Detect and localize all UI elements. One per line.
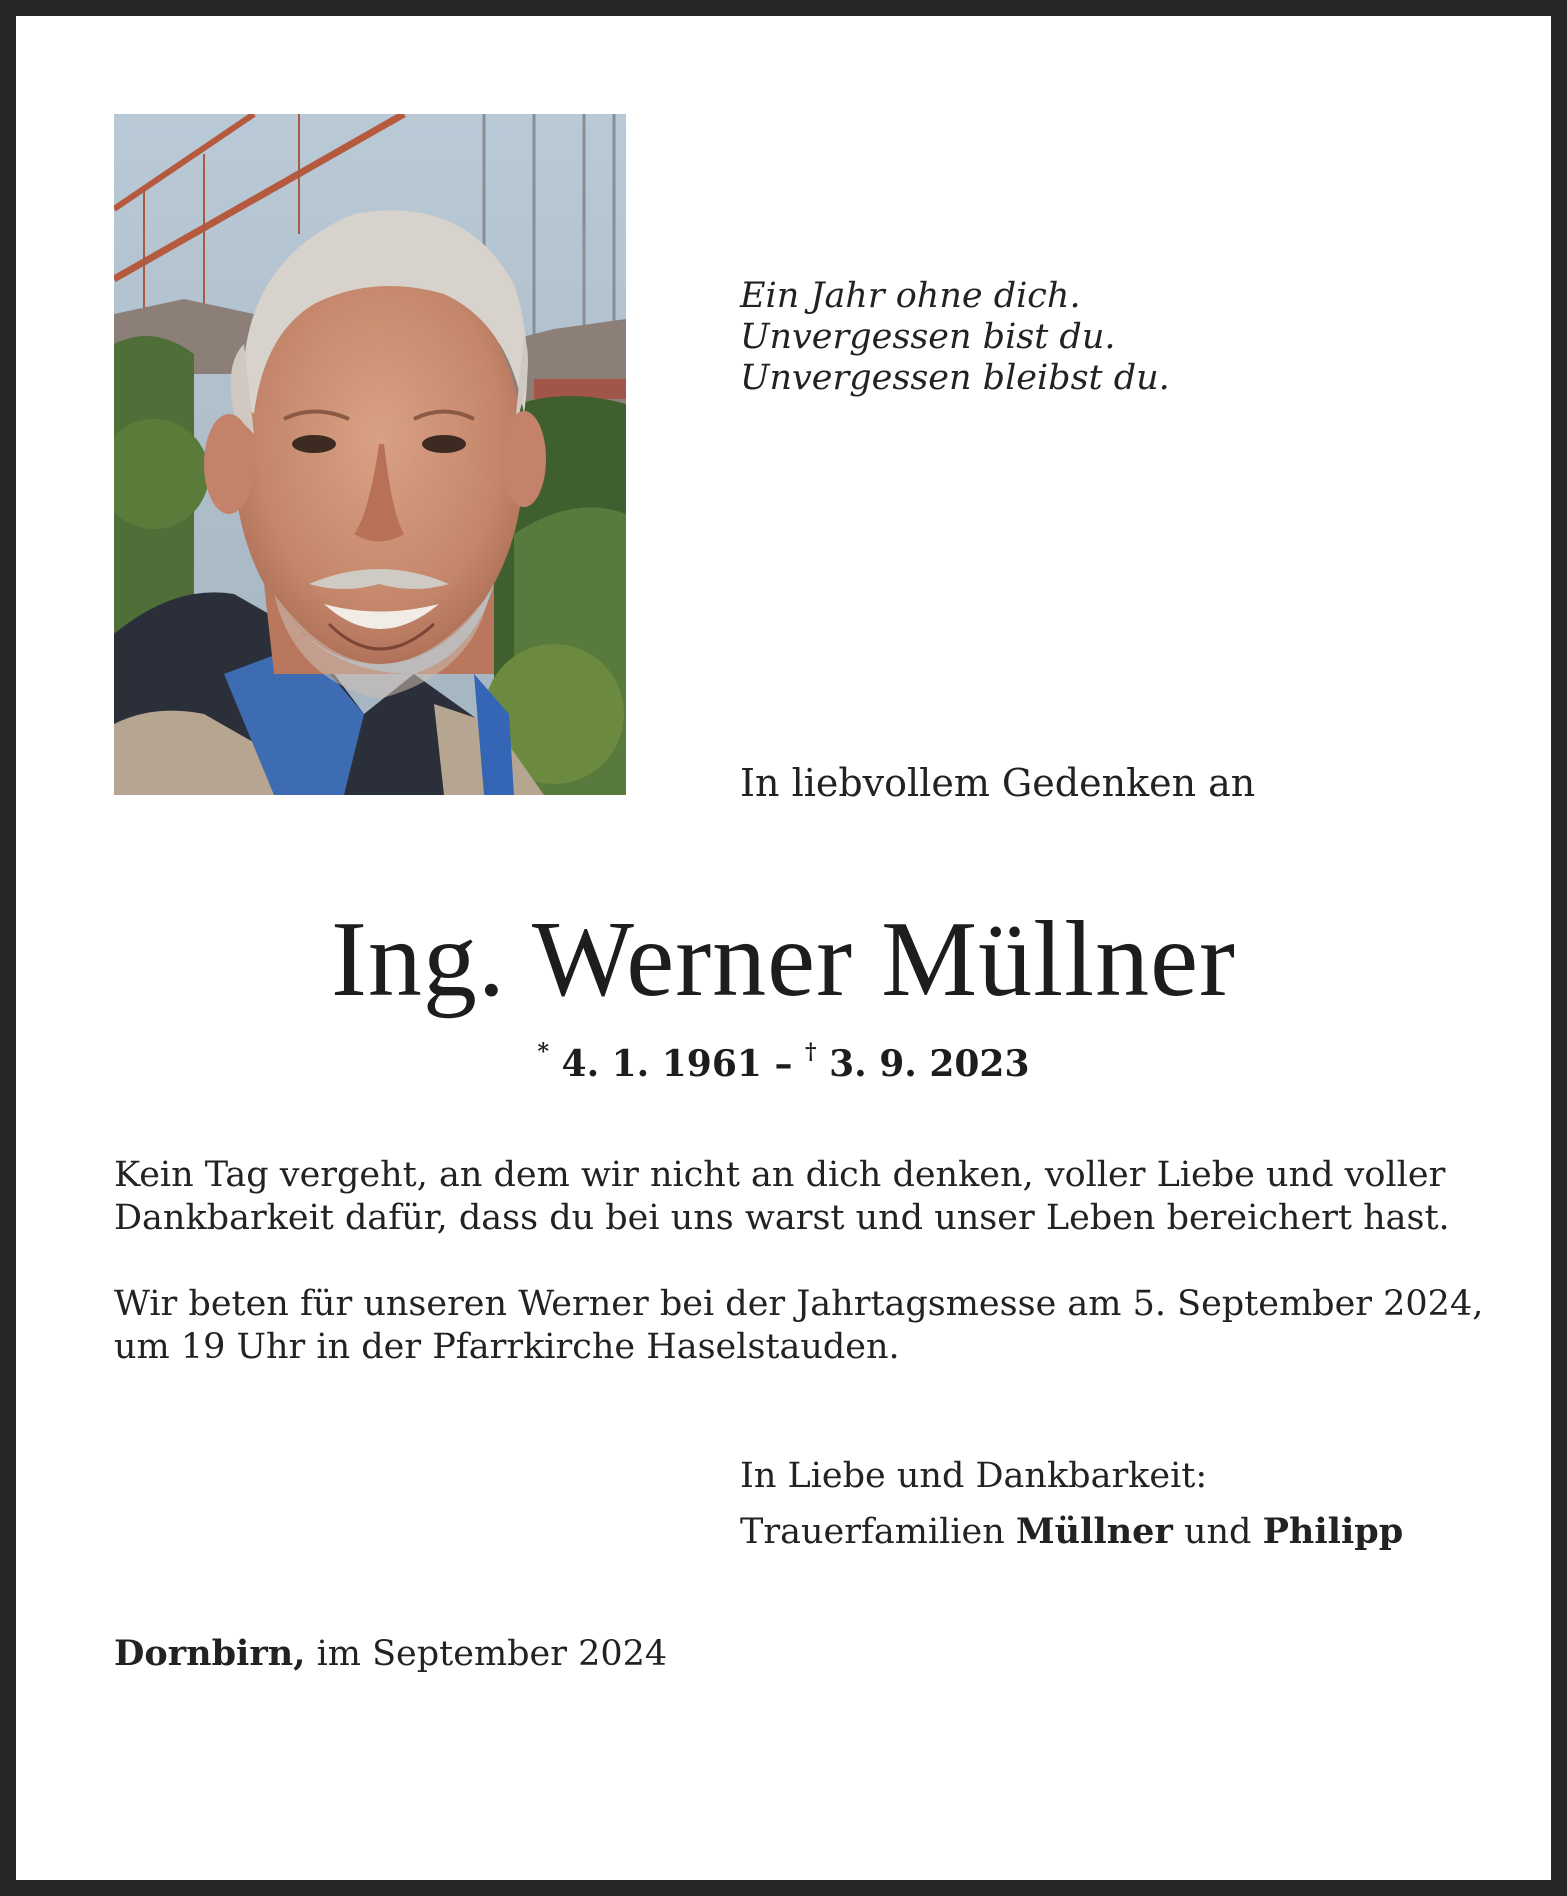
life-dates [0, 1032, 1567, 1088]
family-name-philipp: Philipp [1262, 1511, 1404, 1552]
memorial-poem [740, 276, 1170, 399]
mass-announcement [114, 1283, 1484, 1369]
memorial-intro: In liebvollem Gedenken an [740, 761, 1256, 805]
deceased-name: Ing. Werner Müllner [330, 900, 1237, 1019]
closing-line: In Liebe und Dankbarkeit: [740, 1456, 1208, 1496]
place-and-date [114, 1630, 667, 1678]
birth-date: 4. 1. 1961 [561, 1043, 762, 1085]
birth-symbol: * [537, 1039, 549, 1065]
poem-line-2: Unvergessen bist du. [740, 317, 1116, 357]
families-line [740, 1504, 1403, 1560]
remembrance-line-2: Dankbarkeit dafür, dass du bei uns warst und unser Leben bereichert hast. [114, 1198, 1450, 1238]
poem-line-3: Unvergessen bleibst du. [740, 358, 1170, 398]
poem-line-1: Ein Jahr ohne dich. [740, 276, 1081, 316]
families-prefix: Trauerfamilien [740, 1512, 1016, 1552]
remembrance-line-1: Kein Tag vergeht, an dem wir nicht an dich denken, voller Liebe und voller [114, 1155, 1446, 1195]
closing-signature [740, 1448, 1403, 1560]
remembrance-paragraph [114, 1154, 1454, 1240]
mass-line-1: Wir beten für unseren Werner bei der Jahrtagsmesse am 5. September 2024, [114, 1284, 1484, 1324]
death-date: 3. 9. 2023 [829, 1043, 1030, 1085]
mass-line-2: um 19 Uhr in der Pfarrkirche Haselstauden. [114, 1327, 900, 1367]
death-symbol: † [805, 1039, 817, 1065]
issue-date: im September 2024 [305, 1634, 668, 1674]
families-conjunction: und [1172, 1512, 1263, 1552]
portrait-illustration [114, 114, 626, 795]
city-name: Dornbirn, [114, 1633, 306, 1674]
family-name-muellner: Müllner [1015, 1511, 1173, 1552]
portrait-photo [114, 114, 626, 795]
date-separator: – [761, 1043, 806, 1085]
